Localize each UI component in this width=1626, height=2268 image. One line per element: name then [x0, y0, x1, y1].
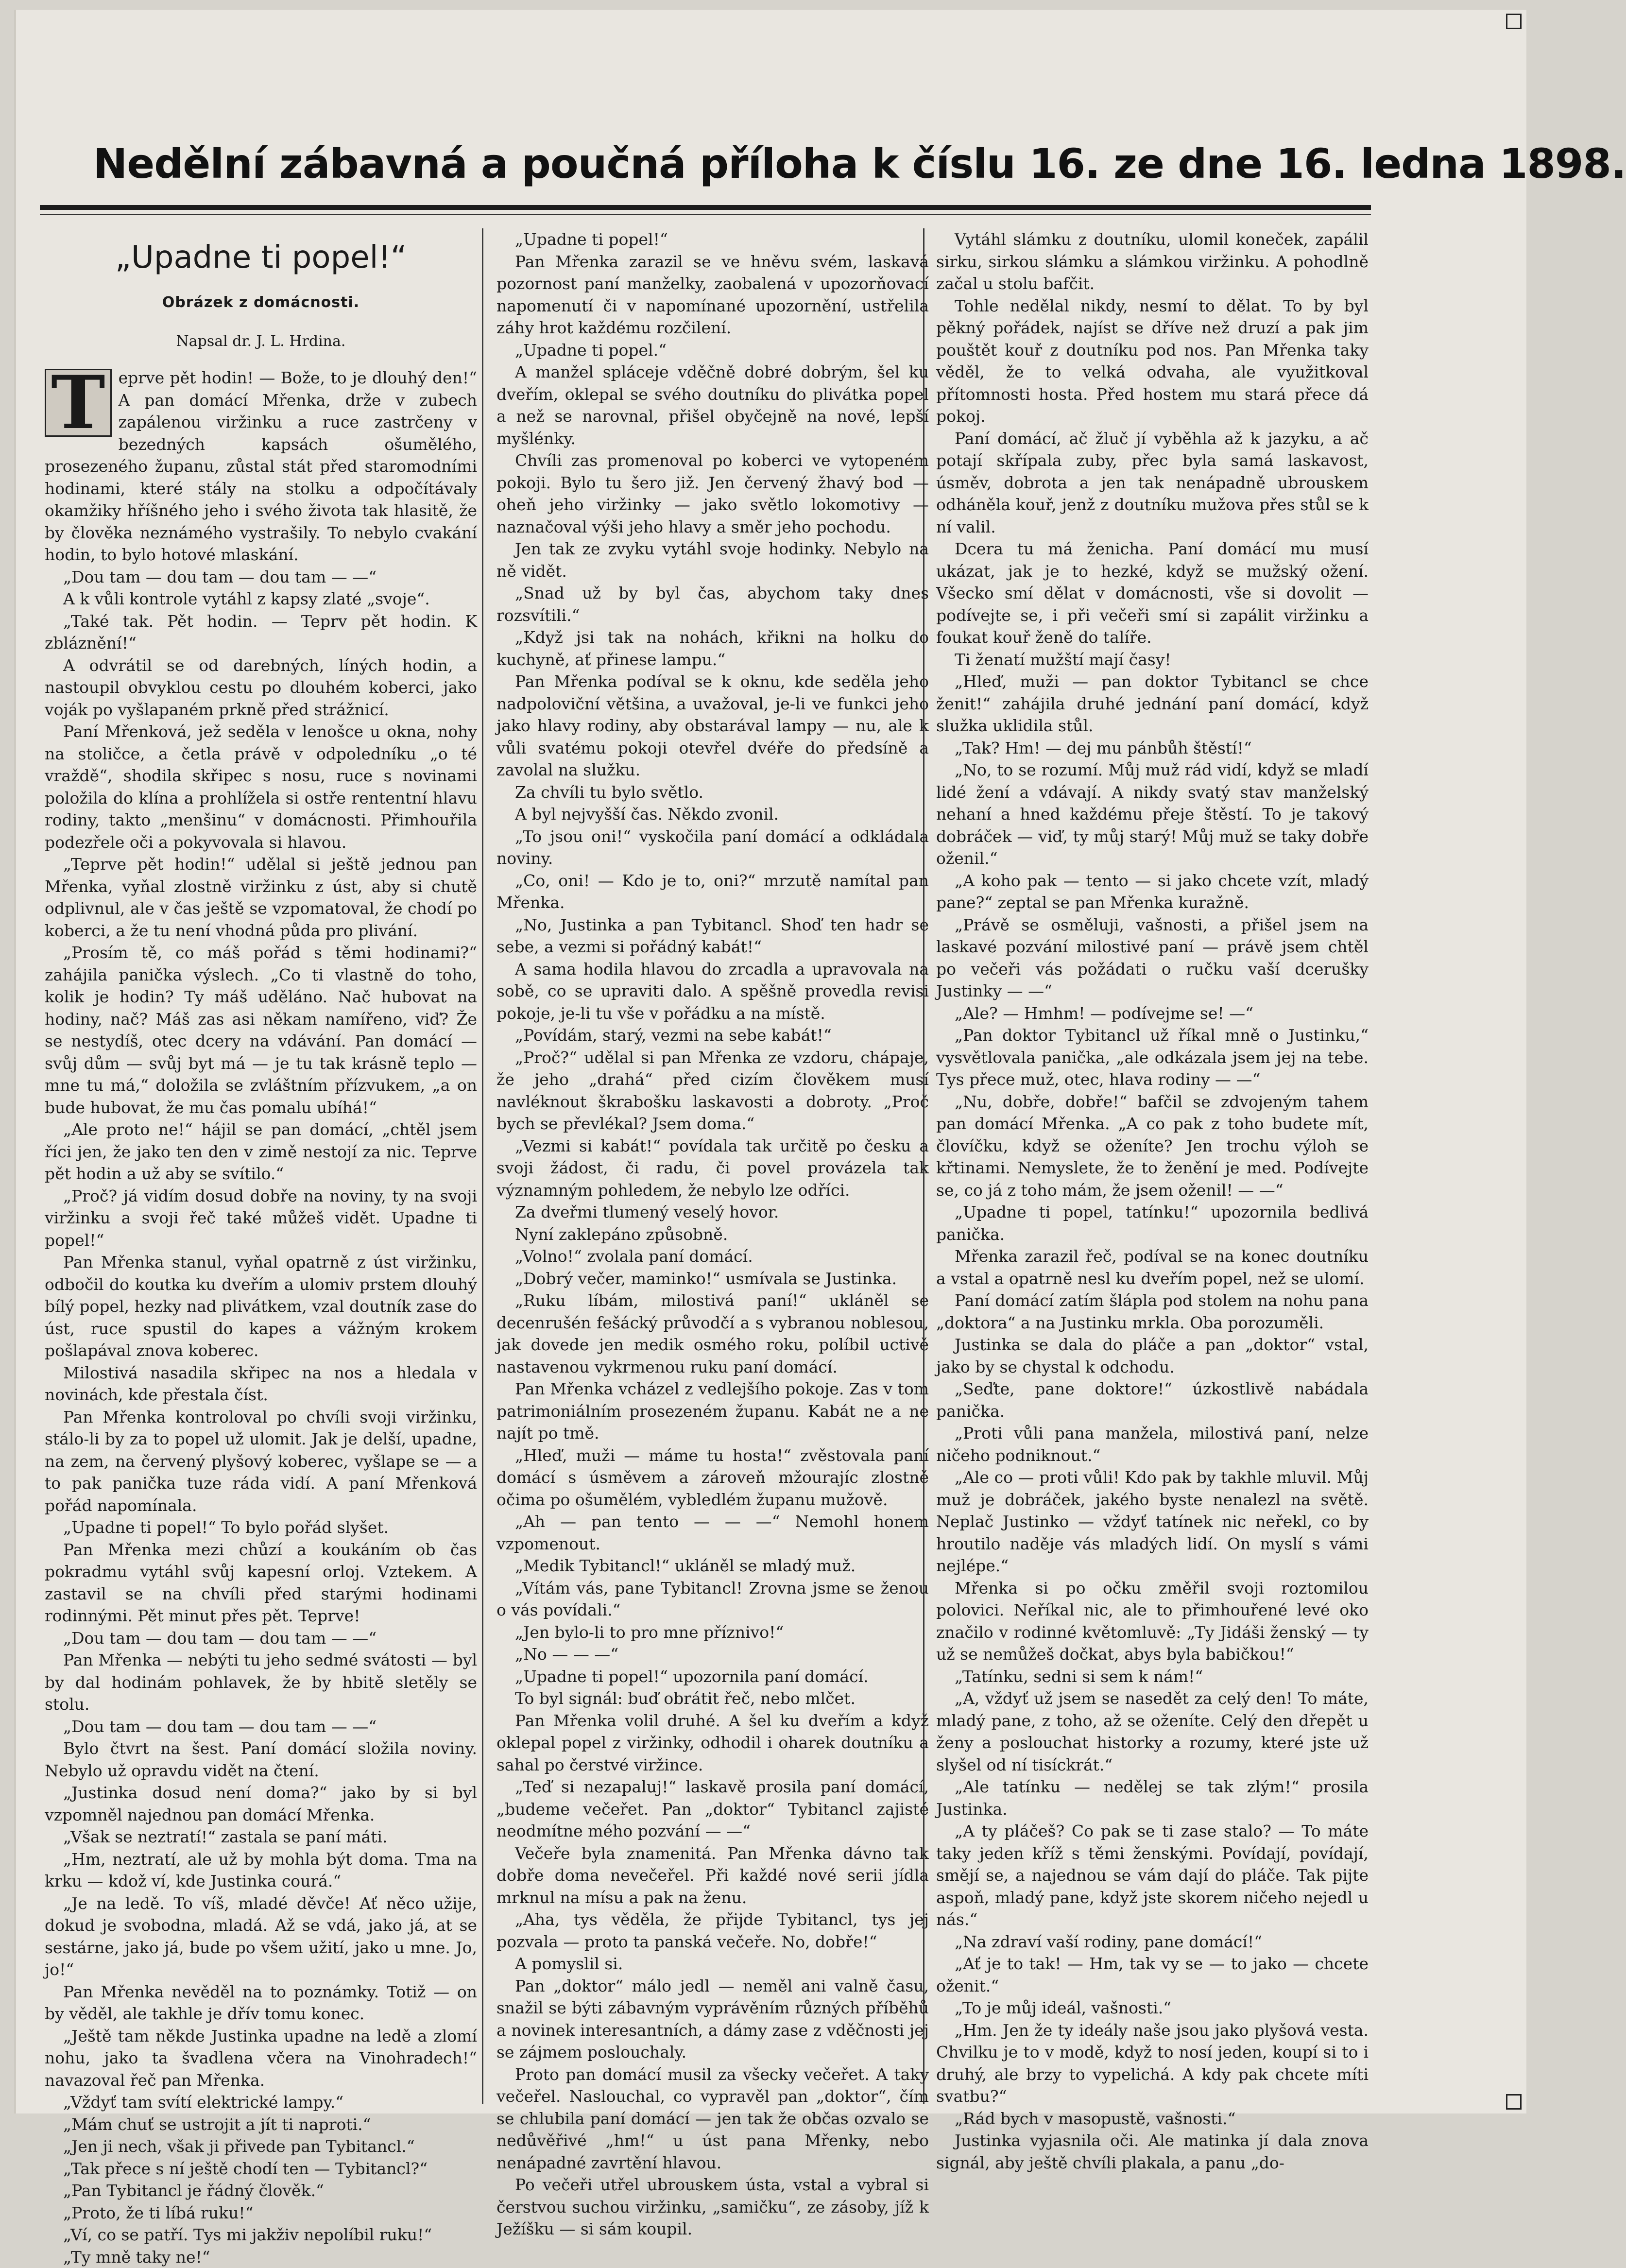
corner-marker-top	[1506, 14, 1522, 29]
paragraph: „Hm, neztratí, ale už by mohla být doma. Tma na krku — kdož ví, kde Justinka courá.“	[45, 1848, 477, 1892]
paragraph: „A, vždyť už jsem se nasedět za celý den! To máte, mladý pane, z toho, až se oženíte. Celý den dřepět u ženy a poslouchat historky a rozumy, které jste už slyšel od ní tisíckrát.“	[936, 1687, 1369, 1776]
column-2	[496, 228, 929, 2113]
column-divider	[482, 228, 483, 2104]
paragraph: „Právě se osměluji, vašnosti, a přišel jsem na laskavé pozvání milostivé paní — právě jsem chtěl po večeři vás požádati o ručku vaší dcerušky Justinky — —“	[936, 914, 1369, 1002]
column-3-text	[936, 228, 1369, 2174]
paragraph: „Upadne ti popel!“ To bylo pořád slyšet.	[45, 1516, 477, 1539]
paragraph: Pan Mřenka zarazil se ve hněvu svém, laskavá pozornost paní manželky, zaobalená v upozorňovací napomenutí či v napomínané upozornění, ustřelila záhy hrot každému rozčilení.	[496, 251, 929, 339]
paragraph: „Hleď, muži — máme tu hosta!“ zvěstovala paní domácí s úsměvem a zároveň mžourajíc zlostně očima po ošumělém, vybledlém županu mužově.	[496, 1444, 929, 1511]
paragraph: „Teď si nezapaluj!“ laskavě prosila paní domácí, „budeme večeřet. Pan „doktor“ Tybitancl zajisté neodmítne mého pozvání — —“	[496, 1776, 929, 1842]
paragraph: Pan Mřenka kontroloval po chvíli svoji viržinku, stálo-li by za to popel už ulomit. Jak je delší, upadne, na zem, na červený plyšový koberec, vyšlape se — a to pak panička tuze ráda vidí. A paní Mřenková pořád napomínala.	[45, 1406, 477, 1517]
paragraph: Pan „doktor“ málo jedl — neměl ani valně času, snažil se býti zábavným vyprávěním různých příběhů a novinek interesantních, a dámy zase z vděčnosti jej se zájmem poslouchaly.	[496, 1975, 929, 2063]
paragraph: Ti ženatí mužští mají časy!	[936, 649, 1369, 671]
paragraph: „No, to se rozumí. Můj muž rád vidí, když se mladí lidé žení a vdávají. A nikdy svatý stav manželský nehaní a hned každému přeje štěstí. To je takový dobráček — viď, ty můj starý! Můj muž se taky dobře oženil.“	[936, 759, 1369, 870]
paragraph: Bylo čtvrt na šest. Paní domácí složila noviny. Nebylo už opravdu vidět na čtení.	[45, 1737, 477, 1782]
paragraph: „Hleď, muži — pan doktor Tybitancl se chce ženit!“ zahájila druhé jednání paní domácí, když služka uklidila stůl.	[936, 670, 1369, 737]
paragraph: Mřenka si po očku změřil svoji roztomilou polovici. Neříkal nic, ale to přimhouřené levé oko značilo v rodinné květomluvě: „Ty Jidáši ženský — ty už se nemůžeš dočkat, abys byla babičkou!“	[936, 1577, 1369, 1666]
paragraph: „No, Justinka a pan Tybitancl. Shoď ten hadr se sebe, a vezmi si pořádný kabát!“	[496, 914, 929, 958]
paragraph: Paní domácí zatím šlápla pod stolem na nohu pana „doktora“ a na Justinku mrkla. Oba porozuměli.	[936, 1289, 1369, 1334]
paragraph: „Proč? já vidím dosud dobře na noviny, ty na svoji viržinku a svoji řeč také můžeš vidět. Upadne ti popel!“	[45, 1185, 477, 1252]
paragraph: „To jsou oni!“ vyskočila paní domácí a odkládala noviny.	[496, 825, 929, 870]
paragraph: „Upadne ti popel, tatínku!“ upozornila bedlivá panička.	[936, 1201, 1369, 1245]
story-title: „Upadne ti popel!“	[45, 238, 477, 277]
paragraph: „Také tak. Pět hodin. — Teprv pět hodin. K zbláznění!“	[45, 610, 477, 654]
paragraph: „Dou tam — dou tam — dou tam — —“	[45, 1716, 477, 1738]
paragraph: „Mám chuť se ustrojit a jít ti naproti.“	[45, 2113, 477, 2136]
paragraph: „Ale? — Hmhm! — podívejme se! —“	[936, 1002, 1369, 1025]
paragraph: Jen tak ze zvyku vytáhl svoje hodinky. Nebylo na ně vidět.	[496, 538, 929, 582]
paragraph: „A koho pak — tento — si jako chcete vzít, mladý pane?“ zeptal se pan Mřenka kuražně.	[936, 870, 1369, 914]
paragraph: Pan Mřenka stanul, vyňal opatrně z úst viržinku, odbočil do koutka ku dveřím a ulomiv prstem dlouhý bílý popel, hezky nad plivátkem, vzal doutník zase do úst, ruce spustil do kapes a vážným krokem pošlapával znova koberec.	[45, 1251, 477, 1362]
paragraph: A byl nejvyšší čas. Někdo zvonil.	[496, 803, 929, 825]
paragraph: „Hm. Jen že ty ideály naše jsou jako plyšová vesta. Chvilku je to v modě, když to nosí jeden, koupí si to i druhý, ale brzy to vypelichá. A kdy pak chcete míti svatbu?“	[936, 2019, 1369, 2108]
paragraph: Pan Mřenka mezi chůzí a koukáním ob čas pokradmu vytáhl svůj kapesní orloj. Vztekem. A zastavil se na chvíli před starými hodinami rodinnými. Pět minut přes pět. Teprve!	[45, 1539, 477, 1627]
paragraph: Večeře byla znamenitá. Pan Mřenka dávno tak dobře doma nevečeřel. Při každé nové serii jídla mrknul na mísu a pak na ženu.	[496, 1842, 929, 1909]
paragraph: „Pan Tybitancl je řádný člověk.“	[45, 2180, 477, 2202]
paragraph: „Povídám, starý, vezmi na sebe kabát!“	[496, 1024, 929, 1047]
story-subtitle: Obrázek z domácnosti.	[45, 292, 477, 314]
paragraph: Pan Mřenka podíval se k oknu, kde seděla jeho nadpoloviční většina, a uvažoval, je-li ve funkci jeho jako hlavy rodiny, aby obstarával lampy — nu, ale k vůli svatému pokoji otevřel dvéře do předsíně a zavolal na služku.	[496, 670, 929, 781]
paragraph: „Když jsi tak na nohách, křikni na holku do kuchyně, ať přinese lampu.“	[496, 626, 929, 670]
paragraph: Tohle nedělal nikdy, nesmí to dělat. To by byl pěkný pořádek, najíst se dříve než druzí a pak jim pouštět kouř z doutníku pod nos. Pan Mřenka taky věděl, že to velká odvaha, ale využitkoval přítomnosti hosta. Před hostem mu stará přece dá pokoj.	[936, 295, 1369, 428]
paragraph: A k vůli kontrole vytáhl z kapsy zlaté „svoje“.	[45, 588, 477, 610]
paragraph: A pomyslil si.	[496, 1953, 929, 1975]
paragraph: „Seďte, pane doktore!“ úzkostlivě nabádala panička.	[936, 1378, 1369, 1422]
paragraph: „A ty pláčeš? Co pak se ti zase stalo? — To máte taky jeden kříž s těmi ženskými. Povídají, povídají, smějí se, a najednou se vám dají do pláče. Tak pijte aspoň, mladý pane, když jste skorem ničeho nejedl u nás.“	[936, 1820, 1369, 1931]
masthead-rule-thin	[40, 214, 1371, 215]
paragraph: Za chvíli tu bylo světlo.	[496, 781, 929, 804]
story-byline: Napsal dr. J. L. Hrdina.	[45, 330, 477, 353]
paragraph: „Medik Tybitancl!“ ukláněl se mladý muž.	[496, 1555, 929, 1577]
paragraph: Justinka vyjasnila oči. Ale matinka jí dala znova signál, aby ještě chvíli plakala, a panu „do-	[936, 2130, 1369, 2174]
paragraph: „Dou tam — dou tam — dou tam — —“	[45, 566, 477, 588]
paragraph: „Co, oni! — Kdo je to, oni?“ mrzutě namítal pan Mřenka.	[496, 870, 929, 914]
paragraph: „Vezmi si kabát!“ povídala tak určitě po česku a svoji žádost, či radu, či povel provázela tak významným pohledem, že nebylo lze odříci.	[496, 1135, 929, 1202]
paragraph: Pan Mřenka volil druhé. A šel ku dveřím a když oklepal popel z viržinky, odhodil i oharek doutníku a sahal po čerstvé viržince.	[496, 1710, 929, 1776]
paragraph: Proto pan domácí musil za všecky večeřet. A taky večeřel. Naslouchal, co vypravěl pan „doktor“, čím se chlubila paní domácí — jen tak že občas ozvalo se nedůvěřivé „hm!“ u úst pana Mřenky, nebo nenápadné zavrtění hlavou.	[496, 2063, 929, 2174]
paragraph: Dcera tu má ženicha. Paní domácí mu musí ukázat, jak je to hezké, když se mužský ožení. Všecko smí dělat v domácnosti, vše si dovolit — podívejte se, i při večeři smí si zapálit viržinku a foukat kouř ženě do talíře.	[936, 538, 1369, 649]
masthead-rule-thick	[40, 205, 1371, 210]
paragraph: „Na zdraví vaší rodiny, pane domácí!“	[936, 1931, 1369, 1953]
paragraph: „Dobrý večer, maminko!“ usmívala se Justinka.	[496, 1268, 929, 1290]
paragraph: „No — — —“	[496, 1643, 929, 1666]
paragraph: „Upadne ti popel!“	[496, 228, 929, 251]
paragraph: „Rád bych v masopustě, vašnosti.“	[936, 2108, 1369, 2130]
paragraph: Pan Mřenka nevěděl na to poznámky. Totiž — on by věděl, ale takhle je dřív tomu konec.	[45, 1981, 477, 2025]
corner-marker-bottom	[1506, 2094, 1522, 2110]
paragraph: „Ještě tam někde Justinka upadne na ledě a zlomí nohu, jako ta švadlena včera na Vinohradech!“ navazoval řeč pan Mřenka.	[45, 2025, 477, 2092]
paragraph: „Prosím tě, co máš pořád s těmi hodinami?“ zahájila panička výslech. „Co ti vlastně do toho, kolik je hodin? Ty máš uděláno. Nač hubovat na hodiny, nač? Máš zas asi někam namířeno, viď? Že se nestydíš, otec dcery na vdávání. Pan domácí — svůj dům — svůj byt má — je tu tak krásně teplo — mne tu má,“ doložila se zvláštním přízvukem, „a on bude hubovat, že mu čas pomalu ubíhá!“	[45, 942, 477, 1118]
paragraph: „Nu, dobře, dobře!“ bafčil se zdvojeným tahem pan domácí Mřenka. „A co pak z toho budete mít, človíčku, když se oženíte? Jen trochu výloh se křtinami. Nemyslete, že to ženění je med. Podívejte se, co já z toho mám, že jsem oženil! — —“	[936, 1091, 1369, 1202]
paragraph: A sama hodila hlavou do zrcadla a upravovala na sobě, co se upraviti dalo. A spěšně provedla revisi pokoje, je-li tu vše v pořádku a na místě.	[496, 958, 929, 1025]
paragraph: Mřenka zarazil řeč, podíval se na konec doutníku a vstal a opatrně nesl ku dveřím popel, než se ulomí.	[936, 1245, 1369, 1289]
paragraph: Paní Mřenková, jež seděla v lenošce u okna, nohy na stoličce, a četla právě v odpoledníku „o té vraždě“, shodila skřipec s nosu, ruce s novinami položila do klína a prohlížela si ostře rententní hlavu rodiny, takto „menšinu“ v domácnosti. Přimhouřila podezřele oči a pokyvovala si hlavou.	[45, 721, 477, 853]
paragraph: „Ruku líbám, milostivá paní!“ ukláněl se decenrušén fešácký průvodčí a s vybranou noblesou, jak dovede jen medik osmého roku, políbil uctivě nastavenou vykrmenou ruku paní domácí.	[496, 1289, 929, 1378]
paragraph: „Snad už by byl čas, abychom taky dnes rozsvítili.“	[496, 582, 929, 626]
paragraph: „Teprve pět hodin!“ udělal si ještě jednou pan Mřenka, vyňal zlostně viržinku z úst, aby si chutě odplivnul, ale v čas ještě se vzpomatoval, že chodí po koberci, a že tu není vhodná půda pro plivání.	[45, 853, 477, 942]
paragraph: „Však se neztratí!“ zastala se paní máti.	[45, 1826, 477, 1848]
paragraph: „Dou tam — dou tam — dou tam — —“	[45, 1627, 477, 1649]
paragraph: „Vždyť tam svítí elektrické lampy.“	[45, 2091, 477, 2113]
column-1-text	[45, 367, 477, 2268]
paragraph: Milostivá nasadila skřipec na nos a hledala v novinách, kde přestala číst.	[45, 1362, 477, 1406]
paragraph: A odvrátil se od darebných, líných hodin, a nastoupil obvyklou cestu po dlouhém koberci, jako voják po vyšlapaném prkně před strážnicí.	[45, 654, 477, 721]
paragraph: „Tatínku, sedni si sem k nám!“	[936, 1666, 1369, 1688]
paragraph: „Volno!“ zvolala paní domácí.	[496, 1245, 929, 1268]
column-1	[45, 228, 477, 2113]
paragraph: „Proto, že ti líbá ruku!“	[45, 2202, 477, 2224]
paragraph: Paní domácí, ač žluč jí vyběhla až k jazyku, a ač potají skřípala zuby, přec byla samá laskavost, úsměv, dobrota a jen tak nenápadně ubrouskem odháněla kouř, jenž z doutníku mužova přes stůl se k ní valil.	[936, 428, 1369, 538]
paragraph: Po večeři utřel ubrouskem ústa, vstal a vybral si čerstvou suchou viržinku, „samičku“, ze zásoby, jíž k Ježíšku — si sám koupil.	[496, 2174, 929, 2240]
paragraph: „Jen bylo-li to pro mne příznivo!“	[496, 1621, 929, 1644]
paragraph: „Je na ledě. To víš, mladé děvče! Ať něco užije, dokud je svobodna, mladá. Až se vdá, jako já, at se sestárne, jako já, bude po všem užití, jako u mne. Jo, jo!“	[45, 1892, 477, 1981]
newspaper-page	[15, 10, 1526, 2113]
paragraph: „Upadne ti popel.“	[496, 339, 929, 361]
paragraph: „Aha, tys věděla, že přijde Tybitancl, tys jej pozvala — proto ta panská večeře. No, dobře!“	[496, 1908, 929, 1953]
paragraph: A manžel spláceje vděčně dobré dobrým, šel ku dveřím, oklepal se svého doutníku do plivátka popel a než se narovnal, přišel obyčejně na nové, lepší myšlénky.	[496, 361, 929, 449]
paragraph: Nyní zaklepáno způsobně.	[496, 1223, 929, 1246]
paragraph: Chvíli zas promenoval po koberci ve vytopeném pokoji. Bylo tu šero již. Jen červený žhavý bod — oheň jeho viržinky — jako světlo lokomotivy — naznačoval výši jeho hlavy a směr jeho pochodu.	[496, 449, 929, 538]
paragraph: „To je můj ideál, vašnosti.“	[936, 1997, 1369, 2019]
paragraph: Justinka se dala do pláče a pan „doktor“ vstal, jako by se chystal k odchodu.	[936, 1334, 1369, 1378]
paragraph: „Ví, co se patří. Tys mi jakživ nepolíbil ruku!“	[45, 2224, 477, 2246]
drop-cap: T	[45, 369, 112, 437]
paragraph: „Jen ji nech, však ji přivede pan Tybitancl.“	[45, 2135, 477, 2158]
paragraph: „Tak? Hm! — dej mu pánbůh štěstí!“	[936, 737, 1369, 759]
paragraph: To byl signál: buď obrátit řeč, nebo mlčet.	[496, 1687, 929, 1710]
paragraph: „Ale co — proti vůli! Kdo pak by takhle mluvil. Můj muž je dobráček, jakého byste nenalezl na světě. Neplač Justinko — vždyť tatínek nic neřekl, co by hroutilo naděje vás mladých lidí. On myslí s vámi nejlépe.“	[936, 1466, 1369, 1577]
paragraph: „Ale tatínku — nedělej se tak zlým!“ prosila Justinka.	[936, 1776, 1369, 1820]
column-2-text	[496, 228, 929, 2240]
paragraph: „Ah — pan tento — — —“ Nemohl honem vzpomenout.	[496, 1511, 929, 1555]
paragraph: Za dveřmi tlumený veselý hovor.	[496, 1201, 929, 1223]
paragraph: Pan Mřenka — nebýti tu jeho sedmé svátosti — byl by dal hodinám pohlavek, že by hbitě sletěly se stolu.	[45, 1649, 477, 1716]
paragraph: Vytáhl slámku z doutníku, ulomil koneček, zapálil sirku, sirkou slámku a slámkou viržinku. A pohodlně začal u stolu bafčit.	[936, 228, 1369, 295]
paragraph: „Ty mně taky ne!“	[45, 2246, 477, 2268]
paragraph: „Upadne ti popel!“ upozornila paní domácí.	[496, 1666, 929, 1688]
paragraph: Pan Mřenka vcházel z vedlejšího pokoje. Zas v tom patrimoniálním prosezeném županu. Kabát ne a ne najít po tmě.	[496, 1378, 929, 1444]
paragraph: „Ať je to tak! — Hm, tak vy se — to jako — chcete oženit.“	[936, 1953, 1369, 1997]
paragraph: eprve pět hodin! — Bože, to je dlouhý den!“ A pan domácí Mřenka, drže v zubech zapálenou viržinku a ruce zastrčeny v bezedných kapsách ošumělého, prosezeného županu, zůstal stát před staromodními hodinami, které stály na stolku a odpočítávaly okamžiky hříšného jeho i svého života tak hlasitě, že by člověka neznámého vystrašily. To nebylo cvakání hodin, to bylo hotové mlaskání.	[45, 367, 477, 566]
paragraph: „Pan doktor Tybitancl už říkal mně o Justinku,“ vysvětlovala panička, „ale odkázala jsem jej na tebe. Tys přece muž, otec, hlava rodiny — —“	[936, 1024, 1369, 1091]
paragraph: „Proč?“ udělal si pan Mřenka ze vzdoru, chápaje, že jeho „drahá“ před cizím člověkem musí navléknout škrabošku laskavosti a dobroty. „Proč bych se převlékal? Jsem doma.“	[496, 1047, 929, 1135]
paragraph: „Proti vůli pana manžela, milostivá paní, nelze ničeho podniknout.“	[936, 1422, 1369, 1466]
column-3	[936, 228, 1369, 2113]
paragraph: „Tak přece s ní ještě chodí ten — Tybitancl?“	[45, 2158, 477, 2180]
paragraph: „Ale proto ne!“ hájil se pan domácí, „chtěl jsem říci jen, že jako ten den v zimě nestojí za nic. Teprve pět hodin a už aby se svítilo.“	[45, 1118, 477, 1185]
masthead-title: Nedělní zábavná a poučná příloha k číslu 16. ze dne 16. ledna 1898.	[93, 140, 1444, 188]
paragraph: „Vítám vás, pane Tybitancl! Zrovna jsme se ženou o vás povídali.“	[496, 1577, 929, 1621]
paragraph: „Justinka dosud není doma?“ jako by si byl vzpomněl najednou pan domácí Mřenka.	[45, 1782, 477, 1826]
